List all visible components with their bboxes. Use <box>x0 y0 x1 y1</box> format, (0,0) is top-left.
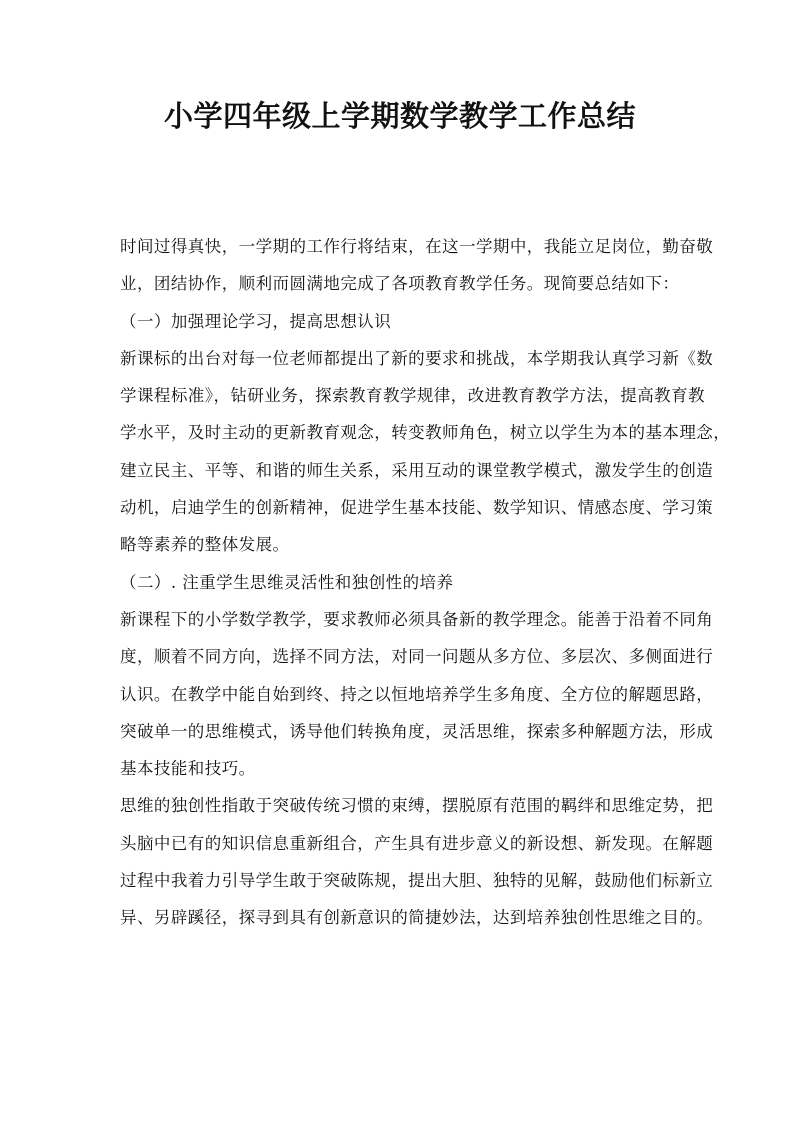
body-line: 业，团结协作，顺利而圆满地完成了各项教育教学任务。现简要总结如下： <box>120 274 680 294</box>
body-line: 过程中我着力引导学生敢于突破陈规，提出大胆、独特的见解，鼓励他们标新立 <box>120 871 714 891</box>
body-line: 思维的独创性指敢于突破传统习惯的束缚，摆脱原有范围的羁绊和思维定势，把 <box>120 796 714 816</box>
body-line: 建立民主、平等、和谐的师生关系，采用互动的课堂教学模式，激发学生的创造 <box>120 460 714 480</box>
body-line: （一）加强理论学习，提高思想认识 <box>120 311 392 331</box>
body-line: 动机，启迪学生的创新精神，促进学生基本技能、数学知识、情感态度、学习策 <box>120 498 714 518</box>
body-line: 认识。在教学中能自始到终、持之以恒地培养学生多角度、全方位的解题思路， <box>120 684 714 704</box>
body-line: 学课程标准》，钻研业务，探索教育教学规律，改进教育教学方法，提高教育教 <box>120 386 705 406</box>
body-line: 度，顺着不同方向，选择不同方法，对同一问题从多方位、多层次、多侧面进行 <box>120 647 714 667</box>
body-line: 突破单一的思维模式，诱导他们转换角度，灵活思维，探索多种解题方法，形成 <box>120 721 714 741</box>
body-line: 新课程下的小学数学教学，要求教师必须具备新的教学理念。能善于沿着不同角 <box>120 609 714 629</box>
body-line: 头脑中已有的知识信息重新组合，产生具有进步意义的新设想、新发现。在解题 <box>120 833 714 853</box>
body-line: 学水平，及时主动的更新教育观念，转变教师角色，树立以学生为本的基本理念， <box>120 423 731 443</box>
body-line: 新课标的出台对每一位老师都提出了新的要求和挑战，本学期我认真学习新《数 <box>120 348 714 368</box>
body-line: 基本技能和技巧。 <box>120 759 256 779</box>
body-line: （二）. 注重学生思维灵活性和独创性的培养 <box>120 572 454 592</box>
body-line: 略等素养的整体发展。 <box>120 535 290 555</box>
body-line: 异、另辟蹊径，探寻到具有创新意识的简捷妙法，达到培养独创性思维之目的。 <box>120 908 714 928</box>
body-line: 时间过得真快，一学期的工作行将结束，在这一学期中，我能立足岗位，勤奋敬 <box>120 237 714 256</box>
document-title: 小学四年级上学期数学教学工作总结 <box>163 99 636 133</box>
document-body <box>120 228 731 937</box>
